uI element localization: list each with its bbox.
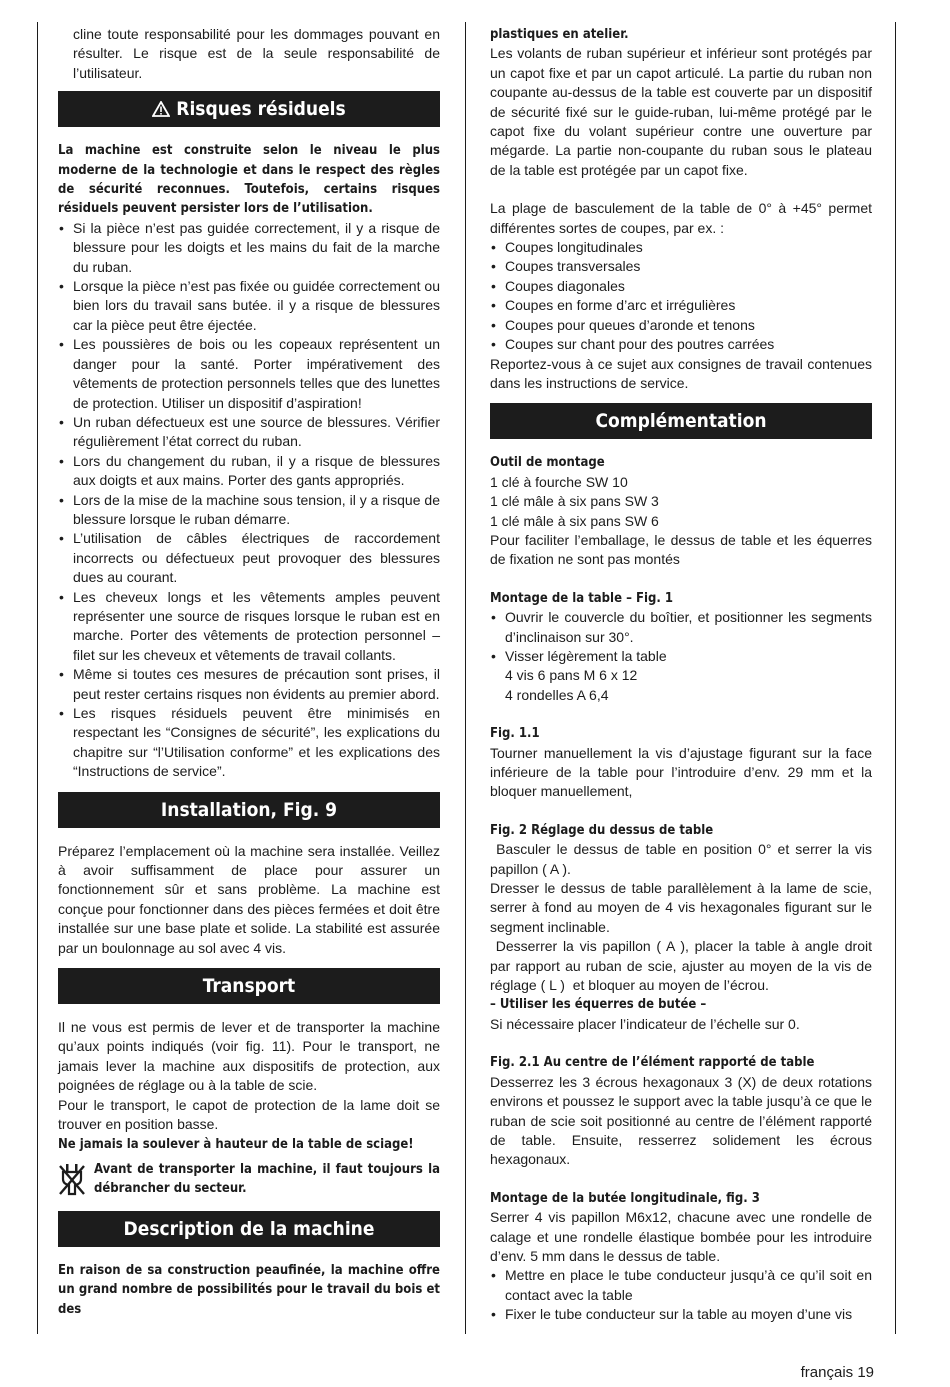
butee-list (490, 1266, 872, 1324)
fig11-text: Tourner manuellement la vis d’ajustage figurant sur la face inférieure de la table pour l’introduire d’env. 29 mm et la bloquer manuellement, (490, 744, 872, 800)
montage-sub-line: 4 vis 6 pans M 6 x 12 (505, 667, 638, 684)
montage-heading: Montage de la table – Fig. 1 (490, 590, 674, 606)
butee-text: Serrer 4 vis papillon M6x12, chacune avec une rondelle de calage et une rondelle élastique bombée pour les introduire d’env. 5 mm dans le dessus de table. (490, 1209, 872, 1264)
list-item: • Coupes en forme d’arc et irrégulières (490, 296, 872, 315)
transport-bold-warning: Ne jamais la soulever à hauteur de la table de sciage! (58, 1136, 414, 1152)
risques-title: Risques résiduels (176, 98, 346, 121)
fig2-heading: Fig. 2 Réglage du dessus de table (490, 822, 714, 838)
list-item: • Coupes transversales (490, 257, 872, 276)
section-heading-description (58, 1211, 440, 1247)
transport-title: Transport (202, 975, 296, 998)
outil-line: 1 clé mâle à six pans SW 6 (490, 512, 659, 529)
list-item: • Fixer le tube conducteur sur la table au moyen d’une vis (490, 1305, 872, 1324)
butee-heading: Montage de la butée longitudinale, fig. 3 (490, 1190, 760, 1206)
fig2-text-1: Basculer le dessus de table en position 0° et serrer la vis papillon ( A ). (490, 841, 876, 877)
right-column (490, 25, 876, 1325)
installation-title: Installation, Fig. 9 (160, 798, 338, 821)
fig2-text-3: Desserrer la vis papillon ( A ), placer la table à angle droit par rapport au ruban de scie, ajuster au moyen de la vis de réglage ( L ) et bloquer au moyen de l’écrou. (490, 938, 876, 994)
list-item: • Lors de la mise de la machine sous tension, il y a risque de blessure lorsque le ruban démarre. (58, 491, 440, 530)
fig11-heading: Fig. 1.1 (490, 726, 540, 742)
description-title: Description de la machine (123, 1217, 375, 1240)
description-lead: En raison de sa construction peaufinée, la machine offre un grand nombre de possibilités pour le travail du bois et des (58, 1262, 440, 1317)
list-item: • Lorsque la pièce n’est pas fixée ou guidée correctement ou bien lors du travail sans butée. il y a risque de blessures car la pièce peut être éjectée. (58, 277, 440, 335)
list-item: • Ouvrir le couvercle du boîtier, et positionner les segments d’inclinaison sur 30°. (490, 608, 872, 647)
left-column (58, 25, 440, 1319)
plage-text: La plage de basculement de la table de 0° à +45° permet différentes sortes de coupes, par ex. : (490, 200, 872, 236)
intro-text: cline toute responsabilité pour les dommages pouvant en résulter. Le risque est de la seule responsabilité de l’utilisateur. (73, 26, 440, 81)
section-heading-risques (58, 91, 440, 127)
continued-bold: plastiques en atelier. (490, 27, 629, 42)
list-item: • L’utilisation de câbles électriques de raccordement incorrects ou défectueux peut provoquer des blessures dues au courant. (58, 529, 440, 587)
outil-line: 1 clé mâle à six pans SW 3 (490, 493, 659, 510)
fig2-text-2: Dresser le dessus de table parallèlement à la lame de scie, serrer à fond au moyen de 4 vis hexagonales figurant sur le segment inclinable. (490, 880, 872, 935)
outil-note: Pour faciliter l’emballage, le dessus de table et les équerres de fixation ne sont pas montés (490, 531, 872, 568)
risques-list (58, 219, 440, 782)
unplug-warning-text: Avant de transporter la machine, il faut toujours la débrancher du secteur. (94, 1161, 440, 1197)
warning-triangle-icon (152, 101, 170, 117)
list-item: • Les cheveux longs et les vêtements amples peuvent représenter une source de risques lorsque le ruban est en marche. Porter des vêtements de protection personnel – filet sur les cheveux et vêtements de travail collants. (58, 588, 440, 666)
section-heading-installation (58, 792, 440, 828)
section-heading-transport (58, 968, 440, 1004)
unplug-warning (58, 1160, 440, 1199)
outil-line: 1 clé à fourche SW 10 (490, 473, 628, 490)
montage-list (490, 608, 872, 666)
risques-lead: La machine est construite selon le niveau le plus moderne de la technologie et dans le respect des règles de sécurité reconnues. Toutefois, certains risques résiduels peuvent persister lors de l’utilisation. (58, 143, 440, 217)
unplug-plug-icon (58, 1162, 86, 1196)
list-item: • Les poussières de bois ou les copeaux représentent un danger pour la santé. Porter impérativement des vêtements de protection personnels telles que des lunettes de protection. Utiliser un dispositif d’aspiration! (58, 335, 440, 413)
section-heading-complementation (490, 403, 872, 439)
transport-text-2: Pour le transport, le capot de protection de la lame doit se trouver en position basse. (58, 1096, 440, 1133)
list-item: • Un ruban défectueux est une source de blessures. Vérifier régulièrement l’état correct du ruban. (58, 413, 440, 452)
transport-text-1: Il ne vous est permis de lever et de transporter la machine qu’aux points indiqués (voir fig. 11). Pour le transport, ne jamais lever la machine aux dispositifs de protection, aux poignées de réglage ou à la table de scie. (58, 1019, 440, 1094)
list-item: • Visser légèrement la table (490, 647, 872, 666)
list-item: • Coupes longitudinales (490, 238, 872, 257)
list-item: • Coupes pour queues d’aronde et tenons (490, 316, 872, 335)
installation-text: Préparez l’emplacement où la machine sera installée. Veillez à avoir suffisamment de place pour assurer un fonctionnement sûr et sans problème. La machine est conçue pour fonctionner dans des pièces fermées et doit être installée sur une base plate et solide. La stabilité est assurée par un boulonnage au sol avec 4 vis. (58, 842, 440, 956)
list-item: • Si la pièce n’est pas guidée correctement, il y a risque de blessure pour les doigts et les mains du fait de la marche du ruban. (58, 219, 440, 277)
list-item: • Coupes sur chant pour des poutres carrées (490, 335, 872, 354)
list-item: • Coupes diagonales (490, 277, 872, 296)
fig21-text: Desserrez les 3 écrous hexagonaux 3 (X) de deux rotations environs et poussez le support avec la table jusqu’à ce que le ruban de scie soit positionné au centre de l’élément rapporté de table. Ensuite, resserrez solidement les écrous hexagonaux. (490, 1073, 872, 1168)
coupes-list (490, 238, 872, 354)
reportez-text: Reportez-vous à ce sujet aux consignes de travail contenues dans les instructions de service. (490, 355, 872, 391)
list-item: • Mettre en place le tube conducteur jusqu’à ce qu’il soit en contact avec la table (490, 1266, 872, 1305)
complementation-title: Complémentation (595, 410, 767, 433)
montage-sub-line: 4 rondelles A 6,4 (505, 686, 609, 703)
fig21-heading: Fig. 2.1 Au centre de l’élément rapporté de table (490, 1055, 815, 1071)
list-item: • Lors du changement du ruban, il y a risque de blessures aux doigts et aux mains. Porter des gants appropriés. (58, 452, 440, 491)
continued-text: Les volants de ruban supérieur et inférieur sont protégés par un capot fixe et par un capot articulé. La partie du ruban non coupante au-dessus de la table est couverte par un dispositif de sécurité fixé sur le guide-ruban, lui-même protégé par le capot fixe du volant supérieur contre une ouverture par mégarde. La partie non-coupante du ruban sous le plateau de la table est protégée par un capot fixe. (490, 45, 872, 178)
column-rule-center (465, 22, 466, 1334)
list-item: • Même si toutes ces mesures de précaution sont prises, il peut rester certains risques non évidents au premier abord. (58, 665, 440, 704)
column-rule-right (895, 22, 896, 1334)
outil-heading: Outil de montage (490, 455, 605, 471)
list-item: • Les risques résiduels peuvent être minimisés en respectant les “Consignes de sécurité”, les explications du chapitre sur “l’Utilisation conforme” et les explications des “Instructions de service”. (58, 704, 440, 782)
fig2-text-4: Si nécessaire placer l’indicateur de l’échelle sur 0. (490, 1015, 800, 1032)
fig2-bold-line: – Utiliser les équerres de butée – (490, 997, 707, 1013)
page-footer: français 19 (800, 1364, 874, 1381)
column-rule-left (37, 22, 38, 1334)
